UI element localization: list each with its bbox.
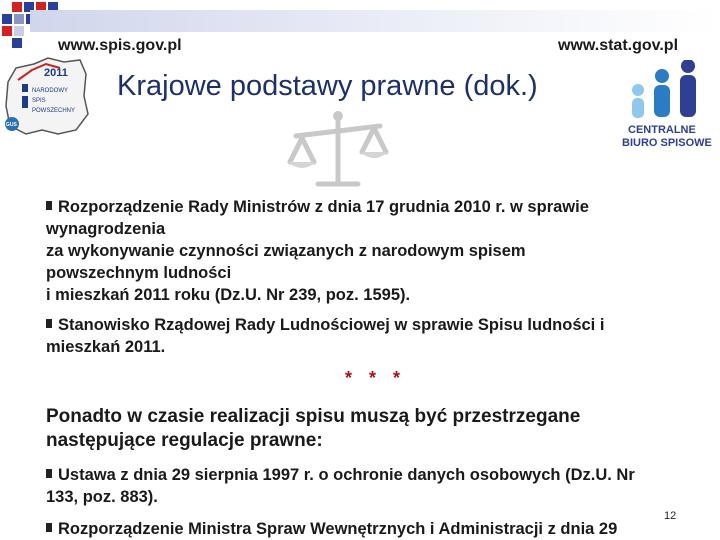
- item1-line-3: za wykonywanie czynności związanych z narodowym spisem: [46, 242, 526, 260]
- item1-line-4: powszechnym ludności: [46, 264, 232, 282]
- logo-year: 2011: [44, 67, 68, 79]
- stat-gov-link[interactable]: www.stat.gov.pl: [558, 37, 679, 54]
- gus-badge: GUS: [6, 122, 17, 128]
- item1-line-2: wynagrodzenia: [46, 220, 166, 238]
- intro-line-2: następujące regulacje prawne:: [46, 430, 323, 451]
- bullet-icon: [46, 523, 52, 532]
- page-title: Krajowe podstawy prawne (dok.): [117, 70, 538, 102]
- header-bar: [30, 10, 720, 32]
- office-name-line-1: CENTRALNE: [628, 124, 696, 136]
- page-number: 12: [664, 510, 677, 522]
- census-2011-logo: [2, 54, 90, 138]
- intro-paragraph: [46, 405, 706, 453]
- item1-line-1: Rozporządzenie Rady Ministrów z dnia 17 grudnia 2010 r. w sprawie: [58, 198, 589, 216]
- bullet-icon: [46, 201, 52, 210]
- spis-gov-link[interactable]: www.spis.gov.pl: [58, 37, 182, 54]
- regulation-item-4: [46, 518, 706, 540]
- regulation-item-3: [46, 464, 706, 508]
- bullet-icon: [46, 469, 52, 478]
- item2-line-2: mieszkań 2011.: [46, 338, 166, 356]
- item1-line-5: i mieszkań 2011 roku (Dz.U. Nr 239, poz. 1595).: [46, 286, 411, 304]
- bullet-icon: [46, 319, 52, 328]
- logo-line-2: SPIS: [32, 98, 46, 104]
- item3-line-1: Ustawa z dnia 29 sierpnia 1997 r. o ochronie danych osobowych (Dz.U. Nr: [58, 466, 635, 484]
- logo-line-1: NARODOWY: [32, 88, 68, 94]
- office-name-line-2: BIURO SPISOWE: [622, 137, 712, 149]
- regulation-item-2: [46, 314, 706, 358]
- item2-line-1: Stanowisko Rządowej Rady Ludnościowej w sprawie Spisu ludności i: [58, 316, 605, 334]
- logo-line-3: POWSZECHNY: [32, 108, 76, 114]
- section-separator: * * *: [345, 368, 407, 388]
- item3-line-2: 133, poz. 883).: [46, 488, 158, 506]
- scales-of-justice-icon: [282, 108, 394, 190]
- central-census-office-logo: [620, 60, 720, 150]
- regulation-item-1: [46, 196, 706, 306]
- item4-line-1: Rozporządzenie Ministra Spraw Wewnętrznych i Administracji z dnia 29: [58, 520, 618, 538]
- intro-line-1: Ponadto w czasie realizacji spisu muszą być przestrzegane: [46, 406, 581, 427]
